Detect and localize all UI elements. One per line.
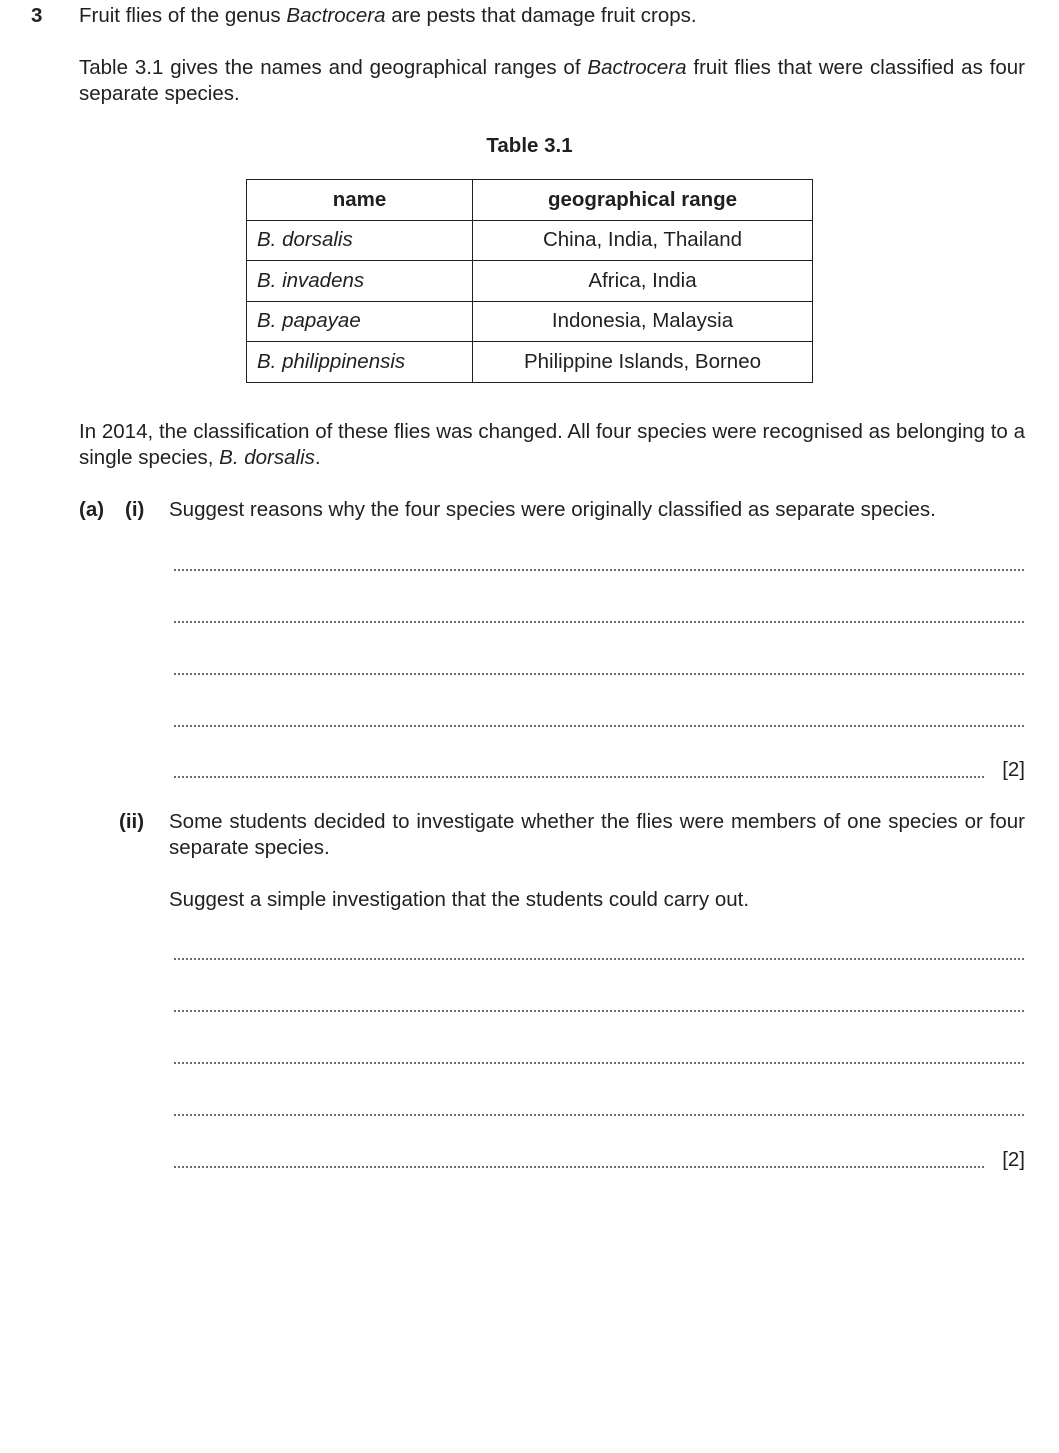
answer-line[interactable] (173, 776, 986, 778)
table-row (247, 342, 813, 383)
part-a-ii-label: (ii) (119, 810, 145, 833)
species-name: B. papayae (247, 301, 473, 342)
geographical-range: Africa, India (473, 261, 813, 302)
table-intro-paragraph: Table 3.1 gives the names and geographical ranges of Bactrocera fruit flies that were classified as four separate species. (79, 56, 1025, 105)
marks-a-i: [2] (1002, 758, 1025, 781)
question-a-ii-text: Some students decided to investigate whether the flies were members of one species or four separate species. (169, 810, 1025, 859)
answer-line[interactable] (173, 1010, 1025, 1012)
intro-sentence: Fruit flies of the genus Bactrocera are pests that damage fruit crops. (79, 4, 697, 27)
column-header-range: geographical range (473, 180, 813, 221)
question-a-i-text: Suggest reasons why the four species were originally classified as separate species. (169, 498, 936, 521)
table-row (247, 220, 813, 261)
table-header-row (247, 180, 813, 221)
geographical-range: Philippine Islands, Borneo (473, 342, 813, 383)
part-a-i-label: (i) (125, 498, 145, 521)
reclassification-paragraph: In 2014, the classification of these flies was changed. All four species were recognised as belonging to a single species, B. dorsalis. (79, 420, 1025, 469)
answer-line[interactable] (173, 569, 1025, 571)
table-caption: Table 3.1 (486, 134, 573, 157)
species-table (246, 179, 813, 383)
species-name: B. invadens (247, 261, 473, 302)
species-name: B. dorsalis (247, 220, 473, 261)
answer-line[interactable] (173, 958, 1025, 960)
part-a-label: (a) (79, 498, 105, 521)
answer-line[interactable] (173, 1114, 1025, 1116)
table-row (247, 261, 813, 302)
species-name: B. philippinensis (247, 342, 473, 383)
answer-line[interactable] (173, 621, 1025, 623)
marks-a-ii: [2] (1002, 1148, 1025, 1171)
answer-line[interactable] (173, 673, 1025, 675)
answer-line[interactable] (173, 1166, 986, 1168)
question-number: 3 (31, 4, 43, 27)
answer-line[interactable] (173, 1062, 1025, 1064)
geographical-range: China, India, Thailand (473, 220, 813, 261)
column-header-name: name (247, 180, 473, 221)
question-a-ii-prompt: Suggest a simple investigation that the students could carry out. (169, 888, 750, 911)
geographical-range: Indonesia, Malaysia (473, 301, 813, 342)
table-row (247, 301, 813, 342)
answer-line[interactable] (173, 725, 1025, 727)
